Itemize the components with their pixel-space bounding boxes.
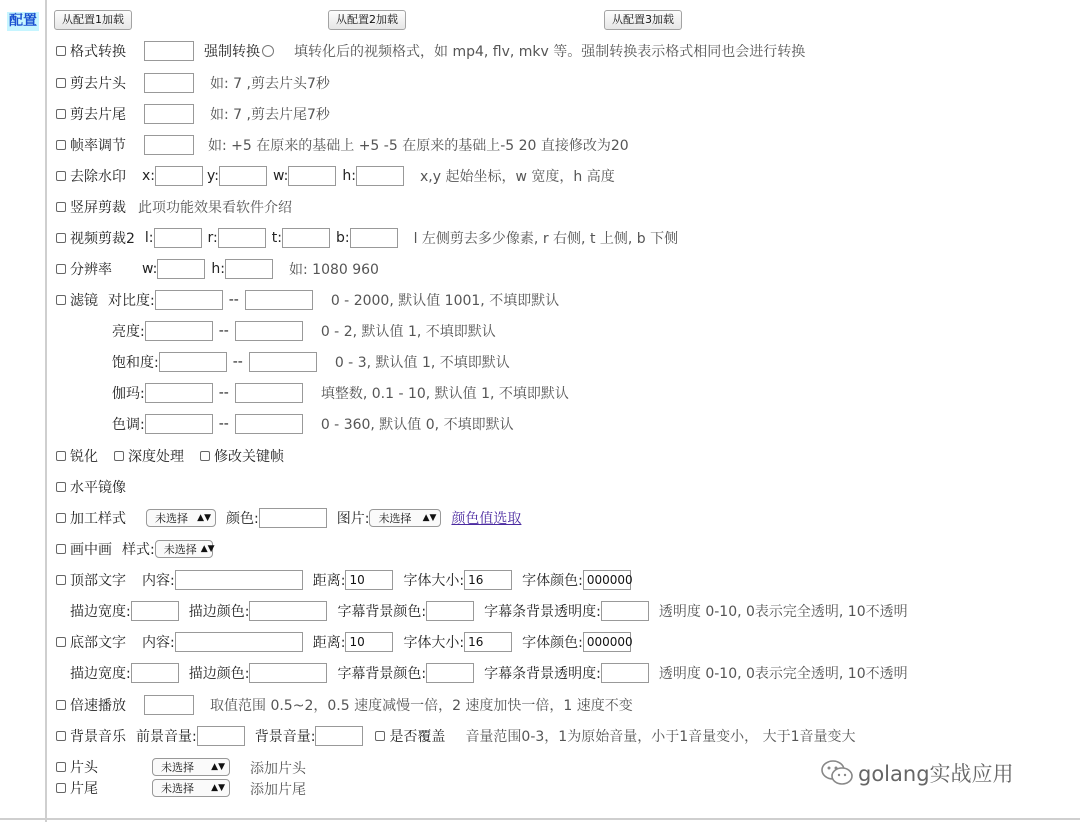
brightness-separator: -- (218, 323, 229, 339)
bottom-text-content-label: 内容: (142, 635, 175, 651)
watermark-hint: x,y 起始坐标，w 宽度，h 高度 (420, 169, 615, 185)
speed-label: 倍速播放 (70, 698, 126, 714)
cut-tail-hint: 如: 7 ,剪去片尾7秒 (210, 107, 330, 123)
bottom-bg-alpha-label: 字幕条背景透明度: (484, 666, 601, 682)
sharpen-row (56, 445, 284, 467)
cut-head-row (56, 72, 330, 94)
top-text-size-input[interactable]: 16 (464, 570, 512, 590)
style-row (56, 507, 521, 529)
bottom-text-content-input[interactable] (175, 632, 303, 652)
updown-icon: ▲▼ (211, 762, 225, 772)
style-label: 加工样式 (70, 511, 126, 527)
crop2-l-label: l: (144, 230, 154, 246)
crop2-checkbox[interactable] (56, 233, 66, 243)
bgm-label: 背景音乐 (70, 729, 126, 745)
watermark-y-label: y: (207, 168, 219, 184)
bottom-text-distance-input[interactable]: 10 (345, 632, 393, 652)
watermark-w-input[interactable] (288, 166, 336, 186)
updown-icon: ▲▼ (211, 783, 225, 793)
top-text-color-label: 字体颜色: (522, 573, 583, 589)
outro-row (56, 778, 98, 798)
top-bg-alpha-label: 字幕条背景透明度: (484, 604, 601, 620)
watermark-x-input[interactable] (155, 166, 203, 186)
filter-row-brightness (112, 320, 496, 342)
bottom-stroke-color-input[interactable] (249, 663, 327, 683)
bgm-row (56, 725, 855, 747)
bottom-stroke-color-label: 描边颜色: (188, 666, 250, 682)
bgm-hint: 音量范围0-3，1为原始音量，小于1音量变小， 大于1音量变大 (465, 729, 856, 745)
filter-checkbox[interactable] (56, 295, 66, 305)
load-config-3-button[interactable]: 从配置3加载 (604, 10, 682, 30)
format-input[interactable] (144, 41, 194, 61)
top-text-color-input[interactable]: 000000 (583, 570, 631, 590)
brightness-min-input[interactable] (145, 321, 213, 341)
speed-input[interactable] (144, 695, 194, 715)
top-text-content-label: 内容: (142, 573, 175, 589)
mirror-checkbox[interactable] (56, 482, 66, 492)
top-text-label: 顶部文字 (70, 573, 126, 589)
updown-icon: ▲▼ (200, 544, 215, 554)
bgm-checkbox[interactable] (56, 731, 66, 741)
wechat-icon (820, 759, 854, 787)
speed-hint: 取值范围 0.5~2，0.5 速度减慢一倍，2 速度加快一倍，1 速度不变 (210, 698, 633, 714)
bottom-divider (0, 818, 1080, 820)
sharpen-label: 锐化 (70, 449, 98, 465)
outro-select-value: 未选择 (161, 782, 194, 795)
top-alpha-hint: 透明度 0-10, 0表示完全透明, 10不透明 (658, 604, 908, 620)
top-stroke-color-label: 描边颜色: (188, 604, 250, 620)
hue-hint: 0 - 360, 默认值 0, 不填即默认 (320, 417, 514, 433)
cut-tail-label: 剪去片尾 (70, 107, 126, 123)
top-text-row (56, 569, 631, 591)
intro-select-wrap (152, 758, 230, 776)
crop2-hint: l 左侧剪去多少像素, r 右侧, t 上侧, b 下侧 (413, 231, 679, 247)
bgm-fg-input[interactable] (197, 726, 245, 746)
style-select[interactable] (146, 509, 216, 527)
watermark-w-label: w: (273, 168, 289, 184)
cut-head-input[interactable] (144, 73, 194, 93)
saturation-max-input[interactable] (249, 352, 317, 372)
pip-style-label: 样式: (122, 542, 155, 558)
gamma-separator: -- (218, 385, 229, 401)
bottom-text-size-label: 字体大小: (403, 635, 465, 651)
bottom-bg-color-label: 字幕背景颜色: (337, 666, 427, 682)
intro-checkbox[interactable] (56, 762, 66, 772)
top-bg-color-input[interactable] (426, 601, 474, 621)
outro-checkbox[interactable] (56, 783, 66, 793)
pip-checkbox[interactable] (56, 544, 66, 554)
top-text-distance-label: 距离: (312, 573, 346, 589)
cut-tail-input[interactable] (144, 104, 194, 124)
gamma-hint: 填整数, 0.1 - 10, 默认值 1, 不填即默认 (320, 386, 569, 402)
hue-max-input[interactable] (235, 414, 303, 434)
vertical-label: 竖屏剪裁 (70, 200, 126, 216)
crop2-t-input[interactable] (282, 228, 330, 248)
saturation-label: 饱和度: (112, 355, 159, 371)
bottom-bg-color-input[interactable] (426, 663, 474, 683)
intro-row (56, 757, 98, 777)
style-select-value: 未选择 (155, 512, 188, 525)
resolution-w-input[interactable] (157, 259, 205, 279)
saturation-hint: 0 - 3, 默认值 1, 不填即默认 (334, 355, 510, 371)
bottom-text-distance-label: 距离: (312, 635, 346, 651)
bottom-stroke-width-label: 描边宽度: (70, 666, 131, 682)
top-bg-color-label: 字幕背景颜色: (337, 604, 427, 620)
format-checkbox[interactable] (56, 46, 66, 56)
pip-select-value: 未选择 (163, 543, 197, 556)
top-text-distance-input[interactable]: 10 (345, 570, 393, 590)
style-image-label: 图片: (336, 511, 370, 527)
outro-label: 片尾 (70, 781, 98, 797)
mirror-row (56, 476, 126, 498)
keyframe-checkbox[interactable] (200, 451, 210, 461)
bgm-cover-label: 是否覆盖 (389, 729, 446, 745)
cut-tail-row (56, 103, 330, 125)
resolution-hint: 如: 1080 960 (289, 262, 379, 278)
bottom-text-checkbox[interactable] (56, 637, 66, 647)
saturation-min-input[interactable] (159, 352, 227, 372)
crop2-t-label: t: (271, 230, 282, 246)
cut-head-hint: 如: 7 ,剪去片头7秒 (210, 76, 330, 92)
bgm-bg-input[interactable] (315, 726, 363, 746)
crop2-label: 视频剪裁2 (70, 231, 135, 247)
speed-row (56, 694, 633, 716)
format-row (56, 40, 805, 62)
intro-select-value: 未选择 (161, 761, 194, 774)
load-config-2-button[interactable]: 从配置2加载 (328, 10, 406, 30)
brand-text: golang实战应用 (858, 762, 1014, 786)
watermark-label: 去除水印 (70, 169, 126, 185)
contrast-max-input[interactable] (245, 290, 313, 310)
outro-select[interactable] (152, 779, 230, 797)
resolution-row (56, 258, 379, 280)
force-convert-radio[interactable] (262, 45, 274, 57)
sharpen-checkbox[interactable] (56, 451, 66, 461)
crop2-row (56, 227, 678, 249)
filter-row-hue (112, 413, 514, 435)
filter-row-contrast (56, 289, 559, 311)
sidebar-tab-config[interactable]: 配置 (9, 13, 37, 29)
watermark-checkbox[interactable] (56, 171, 66, 181)
contrast-label: 对比度: (108, 293, 155, 309)
speed-checkbox[interactable] (56, 700, 66, 710)
bottom-text-color-input[interactable]: 000000 (583, 632, 631, 652)
watermark-y-input[interactable] (219, 166, 267, 186)
brand-watermark (820, 758, 1014, 788)
crop2-r-input[interactable] (218, 228, 266, 248)
top-stroke-width-input[interactable] (131, 601, 179, 621)
style-color-input[interactable] (259, 508, 327, 528)
top-bg-alpha-input[interactable] (601, 601, 649, 621)
contrast-hint: 0 - 2000, 默认值 1001, 不填即默认 (330, 293, 560, 309)
intro-hint: 添加片头 (250, 761, 306, 777)
crop2-b-input[interactable] (350, 228, 398, 248)
cut-head-checkbox[interactable] (56, 78, 66, 88)
bgm-cover-checkbox[interactable] (375, 731, 385, 741)
watermark-h-input[interactable] (356, 166, 404, 186)
style-color-label: 颜色: (226, 511, 259, 527)
updown-icon: ▲▼ (197, 513, 211, 523)
resolution-label: 分辨率 (70, 262, 112, 278)
force-convert-label: 强制转换 (204, 44, 260, 60)
sidebar-divider (45, 0, 47, 822)
contrast-min-input[interactable] (155, 290, 223, 310)
top-text-content-input[interactable] (175, 570, 303, 590)
hue-label: 色调: (112, 417, 145, 433)
brightness-hint: 0 - 2, 默认值 1, 不填即默认 (320, 324, 496, 340)
hue-separator: -- (218, 416, 229, 432)
hue-min-input[interactable] (145, 414, 213, 434)
format-label: 格式转换 (70, 44, 126, 60)
contrast-separator: -- (228, 292, 239, 308)
deep-process-label: 深度处理 (128, 449, 184, 465)
filter-label: 滤镜 (70, 293, 98, 309)
bottom-alpha-hint: 透明度 0-10, 0表示完全透明, 10不透明 (658, 666, 908, 682)
bottom-text-label: 底部文字 (70, 635, 126, 651)
top-text-size-label: 字体大小: (403, 573, 465, 589)
resolution-h-input[interactable] (225, 259, 273, 279)
bottom-stroke-width-input[interactable] (131, 663, 179, 683)
crop2-r-label: r: (207, 230, 218, 246)
outro-hint: 添加片尾 (250, 782, 306, 798)
bgm-fg-label: 前景音量: (136, 729, 197, 745)
framerate-label: 帧率调节 (70, 138, 126, 154)
crop2-l-input[interactable] (154, 228, 202, 248)
gamma-max-input[interactable] (235, 383, 303, 403)
bottom-text-row (56, 631, 631, 653)
load-config-1-button[interactable]: 从配置1加载 (54, 10, 132, 30)
updown-icon: ▲▼ (422, 513, 437, 523)
pip-style-select[interactable] (155, 540, 213, 558)
pip-label: 画中画 (70, 542, 112, 558)
format-hint: 填转化后的视频格式，如 mp4, flv, mkv 等。强制转换表示格式相同也会进行转换 (294, 44, 806, 60)
top-stroke-color-input[interactable] (249, 601, 327, 621)
pip-row (56, 538, 213, 560)
vertical-hint: 此项功能效果看软件介绍 (138, 200, 292, 216)
framerate-input[interactable] (144, 135, 194, 155)
watermark-x-label: x: (142, 168, 156, 184)
watermark-h-label: h: (342, 168, 356, 184)
gamma-min-input[interactable] (145, 383, 213, 403)
style-image-select[interactable] (369, 509, 441, 527)
bottom-bg-alpha-input[interactable] (601, 663, 649, 683)
saturation-separator: -- (232, 354, 243, 370)
crop2-b-label: b: (335, 230, 350, 246)
brightness-label: 亮度: (112, 324, 145, 340)
filter-row-saturation (112, 351, 510, 373)
brightness-max-input[interactable] (235, 321, 303, 341)
outro-select-wrap (152, 779, 230, 797)
bottom-text-size-input[interactable]: 16 (464, 632, 512, 652)
cut-head-label: 剪去片头 (70, 76, 126, 92)
resolution-checkbox[interactable] (56, 264, 66, 274)
keyframe-label: 修改关键帧 (214, 449, 284, 465)
mirror-label: 水平镜像 (70, 480, 126, 496)
vertical-checkbox[interactable] (56, 202, 66, 212)
resolution-w-label: w: (142, 261, 158, 277)
bgm-bg-label: 背景音量: (254, 729, 316, 745)
framerate-row (56, 134, 629, 156)
gamma-label: 伽玛: (112, 386, 145, 402)
bottom-text-style-row (70, 662, 908, 684)
intro-label: 片头 (70, 760, 98, 776)
framerate-checkbox[interactable] (56, 140, 66, 150)
deep-process-checkbox[interactable] (114, 451, 124, 461)
bottom-text-color-label: 字体颜色: (522, 635, 583, 651)
filter-row-gamma (112, 382, 569, 404)
color-picker-link[interactable]: 颜色值选取 (451, 511, 522, 527)
top-stroke-width-label: 描边宽度: (70, 604, 131, 620)
top-text-style-row (70, 600, 908, 622)
top-text-checkbox[interactable] (56, 575, 66, 585)
watermark-row (56, 165, 615, 187)
intro-select[interactable] (152, 758, 230, 776)
style-image-select-value: 未选择 (378, 512, 412, 525)
cut-tail-checkbox[interactable] (56, 109, 66, 119)
resolution-h-label: h: (211, 261, 225, 277)
vertical-row (56, 196, 292, 218)
style-checkbox[interactable] (56, 513, 66, 523)
framerate-hint: 如: +5 在原来的基础上 +5 -5 在原来的基础上-5 20 直接修改为20 (208, 138, 629, 154)
